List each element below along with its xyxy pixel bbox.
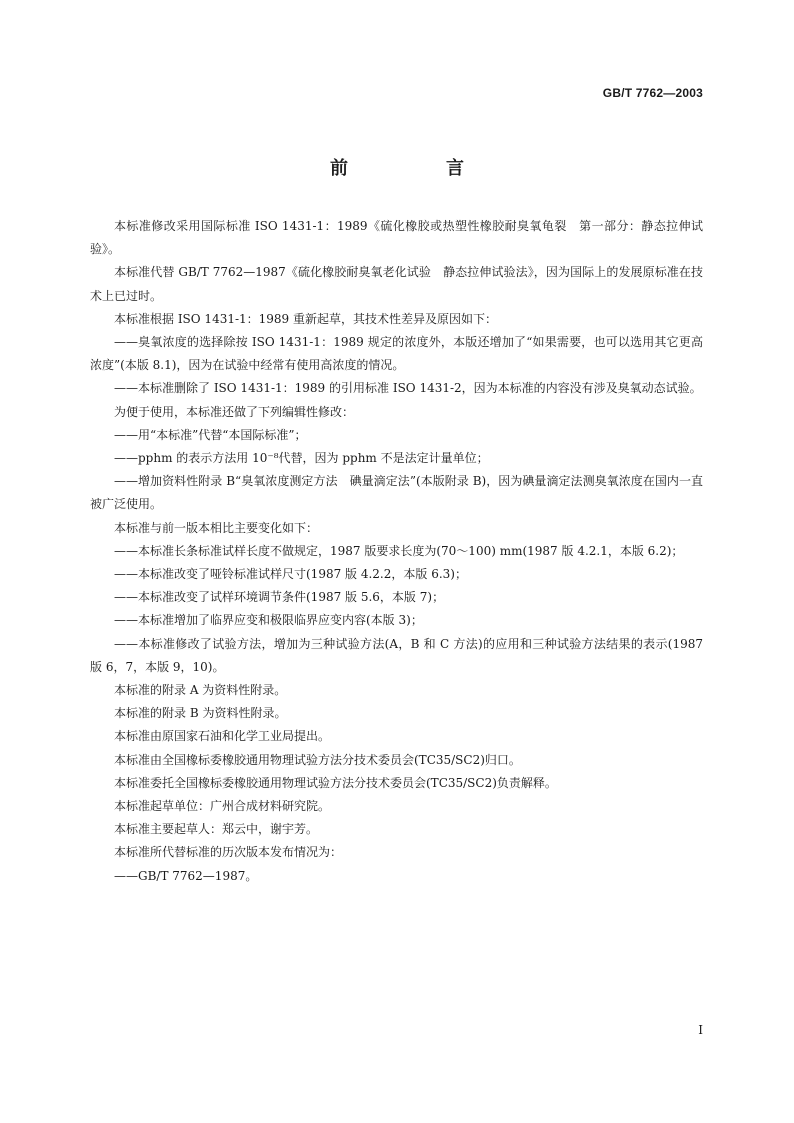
standard-code: GB/T 7762—2003 (602, 86, 703, 100)
paragraph: ——pphm 的表示方法用 10⁻⁸代替，因为 pphm 不是法定计量单位； (114, 451, 489, 466)
paragraph: 本标准所代替标准的历次版本发布情况为： (114, 845, 343, 860)
page-number: I (698, 1023, 703, 1037)
paragraph: 本标准修改采用国际标准 ISO 1431-1：1989《硫化橡胶或热塑性橡胶耐臭氧龟裂 第一部分：静态拉伸试验》。 (90, 219, 703, 257)
paragraph: ——本标准改变了试样环境调节条件(1987 版 5.6，本版 7)； (114, 590, 445, 605)
paragraph: ——臭氧浓度的选择除按 ISO 1431-1：1989 规定的浓度外，本版还增加了“如果需要，也可以选用其它更高浓度”(本版 8.1)，因为在试验中经常有使用高浓度的情况。 (90, 335, 703, 373)
paragraph: ——本标准改变了哑铃标准试样尺寸(1987 版 4.2.2，本版 6.3)； (114, 567, 467, 582)
page-title: 前 言 (330, 158, 504, 179)
paragraph: 本标准由全国橡标委橡胶通用物理试验方法分技术委员会(TC35/SC2)归口。 (114, 752, 521, 767)
paragraph: 本标准起草单位：广州合成材料研究院。 (114, 799, 331, 814)
paragraph: 本标准与前一版本相比主要变化如下： (114, 520, 319, 535)
paragraph: ——增加资料性附录 B“臭氧浓度测定方法 碘量滴定法”(本版附录 B)，因为碘量滴定法测臭氧浓度在国内一直被广泛使用。 (90, 474, 703, 512)
paragraph: 本标准根据 ISO 1431-1：1989 重新起草，其技术性差异及原因如下： (114, 311, 498, 326)
paragraph: 为便于使用，本标准还做了下列编辑性修改： (114, 404, 355, 419)
paragraph: 本标准的附录 A 为资料性附录。 (114, 683, 287, 698)
paragraph: ——本标准增加了临界应变和极限临界应变内容(本版 3)； (114, 613, 423, 628)
paragraph: 本标准委托全国橡标委橡胶通用物理试验方法分技术委员会(TC35/SC2)负责解释。 (114, 775, 557, 790)
paragraph: 本标准由原国家石油和化学工业局提出。 (114, 729, 331, 744)
paragraph: ——本标准删除了 ISO 1431-1：1989 的引用标准 ISO 1431-2，因为本标准的内容没有涉及臭氧动态试验。 (114, 381, 702, 396)
paragraph: 本标准主要起草人：郑云中，谢宇芳。 (114, 822, 319, 837)
paragraph: 本标准代替 GB/T 7762—1987《硫化橡胶耐臭氧老化试验 静态拉伸试验法》，因为国际上的发展原标准在技术上已过时。 (90, 265, 703, 303)
paragraph: ——本标准修改了试验方法，增加为三种试验方法(A，B 和 C 方法)的应用和三种试验方法结果的表示(1987 版 6，7，本版 9，10)。 (90, 636, 703, 674)
paragraph: 本标准的附录 B 为资料性附录。 (114, 706, 287, 721)
paragraph: ——本标准长条标准试样长度不做规定，1987 版要求长度为(70～100) mm(1987 版 4.2.1，本版 6.2)； (114, 543, 684, 558)
foreword-body (90, 215, 703, 888)
paragraph: ——用“本标准”代替“本国际标准”； (114, 427, 307, 442)
paragraph: ——GB/T 7762—1987。 (114, 868, 258, 883)
